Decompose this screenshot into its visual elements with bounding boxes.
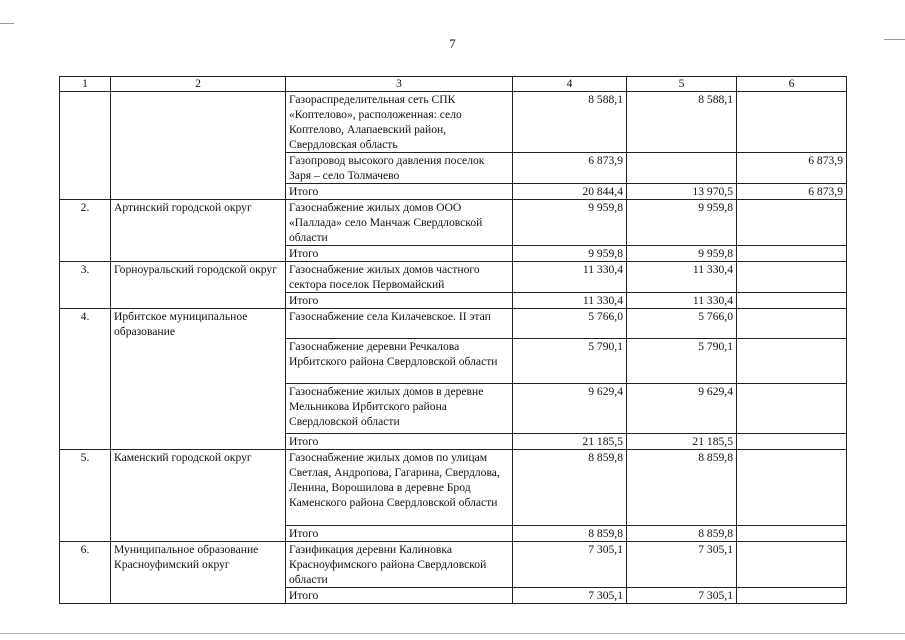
page-number: 7 (449, 36, 456, 51)
value-cell-col5: 7 305,1 (627, 542, 737, 588)
table-row (60, 450, 847, 526)
value-cell-col6 (737, 92, 847, 153)
value-cell-col4: 7 305,1 (513, 588, 627, 604)
subtotal-label: Итого (286, 434, 513, 450)
value-cell-col5: 11 330,4 (627, 293, 737, 309)
value-cell-col6 (737, 450, 847, 526)
table-header-row (60, 77, 847, 92)
row-number-cell: 3. (60, 262, 111, 309)
row-number-cell: 4. (60, 309, 111, 450)
value-cell-col4: 11 330,4 (513, 293, 627, 309)
value-cell-col5: 9 959,8 (627, 200, 737, 246)
subtotal-label: Итого (286, 246, 513, 262)
value-cell-col5: 9 959,8 (627, 246, 737, 262)
value-cell-col4: 11 330,4 (513, 262, 627, 293)
object-cell: Газоснабжение жилых домов по улицам Светлая, Андропова, Гагарина, Свердлова, Ленина, Ворошилова в деревне Брод Каменского района Свердловской области (286, 450, 513, 526)
row-number-cell: 6. (60, 542, 111, 604)
district-cell: Горноуральский городской округ (111, 262, 286, 309)
value-cell-col4: 7 305,1 (513, 542, 627, 588)
value-cell-col4: 9 959,8 (513, 246, 627, 262)
column-header: 4 (513, 77, 627, 92)
table-row (60, 309, 847, 339)
value-cell-col5 (627, 153, 737, 184)
column-header: 3 (286, 77, 513, 92)
value-cell-col5: 7 305,1 (627, 588, 737, 604)
value-cell-col6 (737, 200, 847, 246)
value-cell-col6: 6 873,9 (737, 153, 847, 184)
value-cell-col6 (737, 434, 847, 450)
scan-edge-line-top-left (0, 23, 14, 24)
funding-table (59, 76, 847, 604)
value-cell-col4: 20 844,4 (513, 184, 627, 200)
object-cell: Газоснабжение деревни Речкалова Ирбитского района Свердловской области (286, 339, 513, 384)
value-cell-col5: 21 185,5 (627, 434, 737, 450)
district-cell: Муниципальное образование Красноуфимский округ (111, 542, 286, 604)
value-cell-col4: 8 859,8 (513, 526, 627, 542)
value-cell-col5: 9 629,4 (627, 384, 737, 434)
value-cell-col5: 8 588,1 (627, 92, 737, 153)
value-cell-col4: 6 873,9 (513, 153, 627, 184)
column-header: 5 (627, 77, 737, 92)
value-cell-col4: 8 859,8 (513, 450, 627, 526)
value-cell-col6 (737, 309, 847, 339)
value-cell-col4: 5 766,0 (513, 309, 627, 339)
value-cell-col5: 11 330,4 (627, 262, 737, 293)
object-cell: Газопровод высокого давления поселок Заря – село Толмачево (286, 153, 513, 184)
table-row (60, 262, 847, 293)
value-cell-col4: 9 629,4 (513, 384, 627, 434)
value-cell-col6 (737, 293, 847, 309)
column-header: 2 (111, 77, 286, 92)
value-cell-col6 (737, 339, 847, 384)
subtotal-label: Итого (286, 293, 513, 309)
row-number-cell: 5. (60, 450, 111, 542)
value-cell-col6: 6 873,9 (737, 184, 847, 200)
object-cell: Газоснабжение села Килачевское. II этап (286, 309, 513, 339)
subtotal-label: Итого (286, 526, 513, 542)
value-cell-col5: 5 790,1 (627, 339, 737, 384)
district-cell (111, 92, 286, 200)
value-cell-col5: 5 766,0 (627, 309, 737, 339)
value-cell-col6 (737, 542, 847, 588)
object-cell: Газоснабжение жилых домов частного сектора поселок Первомайский (286, 262, 513, 293)
table-row (60, 92, 847, 153)
district-cell: Артинский городской округ (111, 200, 286, 262)
value-cell-col4: 8 588,1 (513, 92, 627, 153)
row-number-cell (60, 92, 111, 200)
subtotal-label: Итого (286, 184, 513, 200)
value-cell-col6 (737, 384, 847, 434)
table-row (60, 200, 847, 246)
table-row (60, 542, 847, 588)
value-cell-col6 (737, 262, 847, 293)
column-header: 1 (60, 77, 111, 92)
object-cell: Газоснабжение жилых домов в деревне Мельникова Ирбитского района Свердловской области (286, 384, 513, 434)
subtotal-label: Итого (286, 588, 513, 604)
value-cell-col4: 9 959,8 (513, 200, 627, 246)
value-cell-col5: 8 859,8 (627, 450, 737, 526)
value-cell-col6 (737, 526, 847, 542)
scan-edge-line-bottom (0, 633, 905, 634)
district-cell: Каменский городской округ (111, 450, 286, 542)
value-cell-col4: 5 790,1 (513, 339, 627, 384)
object-cell: Газораспределительная сеть СПК «Коптелово», расположенная: село Коптелово, Алапаевский район, Свердловская область (286, 92, 513, 153)
value-cell-col6 (737, 246, 847, 262)
value-cell-col4: 21 185,5 (513, 434, 627, 450)
column-header: 6 (737, 77, 847, 92)
value-cell-col5: 13 970,5 (627, 184, 737, 200)
row-number-cell: 2. (60, 200, 111, 262)
district-cell: Ирбитское муниципальное образование (111, 309, 286, 450)
value-cell-col5: 8 859,8 (627, 526, 737, 542)
object-cell: Газоснабжение жилых домов ООО «Паллада» село Манчаж Свердловской области (286, 200, 513, 246)
value-cell-col6 (737, 588, 847, 604)
object-cell: Газификация деревни Калиновка Красноуфимского района Свердловской области (286, 542, 513, 588)
